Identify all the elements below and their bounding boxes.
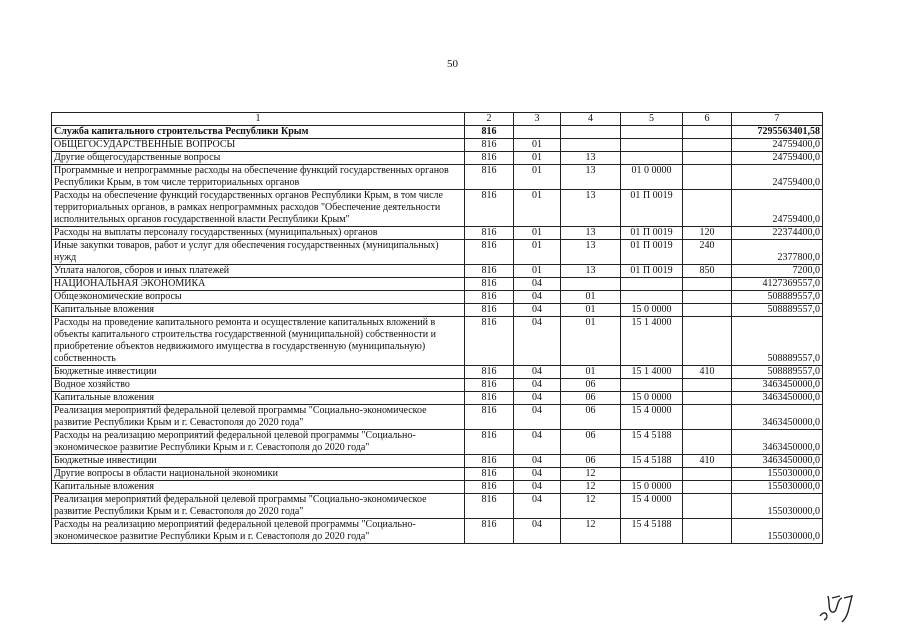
table-row: [52, 481, 823, 494]
row-c4-cell: [561, 278, 621, 291]
row-c6-cell: [683, 519, 732, 544]
table-row: [52, 366, 823, 379]
row-c5-cell: 15 1 4000: [621, 366, 683, 379]
signature: [818, 590, 858, 626]
row-c5-cell: 01 П 0019: [621, 227, 683, 240]
row-c5-cell: 15 4 0000: [621, 494, 683, 519]
row-c7-cell: 508889557,0: [732, 317, 823, 366]
table-row: [52, 126, 823, 139]
row-c4-cell: [561, 139, 621, 152]
row-c3-cell: 04: [514, 494, 561, 519]
table-row: [52, 317, 823, 366]
header-row: [52, 113, 823, 126]
row-c4-cell: 13: [561, 165, 621, 190]
table-row: [52, 392, 823, 405]
row-c6-cell: 240: [683, 240, 732, 265]
row-c7-cell: 3463450000,0: [732, 392, 823, 405]
row-c5-cell: 15 0 0000: [621, 304, 683, 317]
row-name-cell: Бюджетные инвестиции: [52, 455, 465, 468]
header-cell: 1: [52, 113, 465, 126]
row-name-cell: Капитальные вложения: [52, 304, 465, 317]
row-c6-cell: [683, 481, 732, 494]
row-c5-cell: 15 0 0000: [621, 481, 683, 494]
row-c6-cell: 410: [683, 366, 732, 379]
row-c2-cell: 816: [465, 139, 514, 152]
row-c6-cell: [683, 152, 732, 165]
row-c4-cell: 06: [561, 455, 621, 468]
row-name-cell: Расходы на обеспечение функций государственных органов Республики Крым, в том числе территориальных органов, в рамках непрограммных расходов "Обеспечение деятельности исполнительных органов государственной власти Республики Крым": [52, 190, 465, 227]
row-c6-cell: [683, 494, 732, 519]
row-c3-cell: 01: [514, 190, 561, 227]
row-name-cell: Реализация мероприятий федеральной целевой программы "Социально-экономическое развитие Республики Крым и г. Севастополя до 2020 года": [52, 405, 465, 430]
header-cell: 5: [621, 113, 683, 126]
table-row: [52, 278, 823, 291]
row-c4-cell: 12: [561, 519, 621, 544]
row-c4-cell: 01: [561, 317, 621, 366]
row-c7-cell: 7200,0: [732, 265, 823, 278]
row-c4-cell: 12: [561, 481, 621, 494]
row-c2-cell: 816: [465, 126, 514, 139]
row-c2-cell: 816: [465, 165, 514, 190]
row-c3-cell: 04: [514, 304, 561, 317]
row-c4-cell: 12: [561, 494, 621, 519]
row-c7-cell: 22374400,0: [732, 227, 823, 240]
row-c5-cell: [621, 152, 683, 165]
row-c2-cell: 816: [465, 405, 514, 430]
row-c6-cell: [683, 126, 732, 139]
row-c3-cell: 01: [514, 165, 561, 190]
table-row: [52, 494, 823, 519]
row-name-cell: Реализация мероприятий федеральной целевой программы "Социально-экономическое развитие Республики Крым и г. Севастополя до 2020 года": [52, 494, 465, 519]
row-c3-cell: 01: [514, 227, 561, 240]
row-c5-cell: 15 4 5188: [621, 430, 683, 455]
row-c3-cell: 01: [514, 139, 561, 152]
row-c4-cell: 13: [561, 265, 621, 278]
row-c4-cell: [561, 126, 621, 139]
row-c3-cell: [514, 126, 561, 139]
row-c6-cell: [683, 468, 732, 481]
row-c2-cell: 816: [465, 240, 514, 265]
row-c3-cell: 04: [514, 278, 561, 291]
row-c6-cell: [683, 430, 732, 455]
row-c5-cell: [621, 291, 683, 304]
header-cell: 6: [683, 113, 732, 126]
row-c3-cell: 04: [514, 455, 561, 468]
row-c4-cell: 13: [561, 190, 621, 227]
row-c4-cell: 01: [561, 366, 621, 379]
row-c3-cell: 04: [514, 379, 561, 392]
table-row: [52, 190, 823, 227]
row-c3-cell: 04: [514, 291, 561, 304]
row-c7-cell: 7295563401,58: [732, 126, 823, 139]
row-c7-cell: 3463450000,0: [732, 430, 823, 455]
row-c2-cell: 816: [465, 278, 514, 291]
row-c5-cell: [621, 278, 683, 291]
row-c6-cell: [683, 278, 732, 291]
row-c5-cell: [621, 139, 683, 152]
row-name-cell: Расходы на реализацию мероприятий федеральной целевой программы "Социально-экономическое развитие Республики Крым и г. Севастополя до 2020 года": [52, 430, 465, 455]
row-c3-cell: 01: [514, 152, 561, 165]
row-c7-cell: 24759400,0: [732, 139, 823, 152]
row-c5-cell: [621, 126, 683, 139]
row-c2-cell: 816: [465, 152, 514, 165]
table-row: [52, 455, 823, 468]
header-cell: 2: [465, 113, 514, 126]
row-name-cell: Другие вопросы в области национальной экономики: [52, 468, 465, 481]
row-c5-cell: 01 П 0019: [621, 240, 683, 265]
table-row: [52, 265, 823, 278]
row-c6-cell: [683, 165, 732, 190]
table-row: [52, 304, 823, 317]
row-c7-cell: 155030000,0: [732, 468, 823, 481]
table-row: [52, 152, 823, 165]
row-c4-cell: 06: [561, 405, 621, 430]
row-c5-cell: 01 П 0019: [621, 265, 683, 278]
row-c5-cell: 15 0 0000: [621, 392, 683, 405]
row-c6-cell: 410: [683, 455, 732, 468]
row-c7-cell: 3463450000,0: [732, 405, 823, 430]
row-name-cell: Капитальные вложения: [52, 392, 465, 405]
row-c2-cell: 816: [465, 227, 514, 240]
row-c6-cell: 850: [683, 265, 732, 278]
row-c2-cell: 816: [465, 468, 514, 481]
row-c3-cell: 04: [514, 392, 561, 405]
row-c2-cell: 816: [465, 366, 514, 379]
table-row: [52, 405, 823, 430]
row-c4-cell: 01: [561, 304, 621, 317]
row-c7-cell: 508889557,0: [732, 304, 823, 317]
row-c5-cell: [621, 379, 683, 392]
row-c3-cell: 01: [514, 265, 561, 278]
row-c3-cell: 04: [514, 468, 561, 481]
row-c3-cell: 04: [514, 366, 561, 379]
table-row: [52, 291, 823, 304]
row-c4-cell: 06: [561, 379, 621, 392]
row-c7-cell: 3463450000,0: [732, 455, 823, 468]
row-name-cell: Водное хозяйство: [52, 379, 465, 392]
row-c6-cell: [683, 392, 732, 405]
row-name-cell: Расходы на проведение капитального ремонта и осуществление капитальных вложений в объекты капитального строительства государственной (муниципальной) собственности и приобретение объектов недвижимого имущества в государственную (муниципальную) собственность: [52, 317, 465, 366]
row-c7-cell: 508889557,0: [732, 366, 823, 379]
row-name-cell: ОБЩЕГОСУДАРСТВЕННЫЕ ВОПРОСЫ: [52, 139, 465, 152]
row-c4-cell: 13: [561, 240, 621, 265]
row-c2-cell: 816: [465, 265, 514, 278]
row-name-cell: Иные закупки товаров, работ и услуг для обеспечения государственных (муниципальных) нужд: [52, 240, 465, 265]
row-c3-cell: 01: [514, 240, 561, 265]
row-c6-cell: [683, 304, 732, 317]
row-c5-cell: 15 4 5188: [621, 455, 683, 468]
row-name-cell: Другие общегосударственные вопросы: [52, 152, 465, 165]
row-c4-cell: 13: [561, 152, 621, 165]
row-c2-cell: 816: [465, 291, 514, 304]
row-c6-cell: [683, 291, 732, 304]
row-c6-cell: [683, 190, 732, 227]
row-c4-cell: 12: [561, 468, 621, 481]
row-c2-cell: 816: [465, 455, 514, 468]
row-c6-cell: [683, 317, 732, 366]
row-c3-cell: 04: [514, 481, 561, 494]
row-c5-cell: [621, 468, 683, 481]
row-c7-cell: 155030000,0: [732, 494, 823, 519]
row-c5-cell: 01 П 0019: [621, 190, 683, 227]
row-c4-cell: 13: [561, 227, 621, 240]
header-cell: 4: [561, 113, 621, 126]
header-cell: 3: [514, 113, 561, 126]
row-c7-cell: 24759400,0: [732, 190, 823, 227]
row-name-cell: Расходы на реализацию мероприятий федеральной целевой программы "Социально-экономическое развитие Республики Крым и г. Севастополя до 2020 года": [52, 519, 465, 544]
row-c2-cell: 816: [465, 304, 514, 317]
table-row: [52, 379, 823, 392]
row-c3-cell: 04: [514, 405, 561, 430]
row-c7-cell: 24759400,0: [732, 165, 823, 190]
row-c2-cell: 816: [465, 519, 514, 544]
row-c2-cell: 816: [465, 494, 514, 519]
row-c5-cell: 15 4 5188: [621, 519, 683, 544]
row-c7-cell: 508889557,0: [732, 291, 823, 304]
row-c2-cell: 816: [465, 430, 514, 455]
row-c7-cell: 2377800,0: [732, 240, 823, 265]
row-c6-cell: 120: [683, 227, 732, 240]
table-row: [52, 468, 823, 481]
row-c5-cell: 01 0 0000: [621, 165, 683, 190]
header-cell: 7: [732, 113, 823, 126]
table-row: [52, 430, 823, 455]
page-number: 50: [447, 58, 458, 70]
budget-table: [51, 112, 823, 544]
table-row: [52, 519, 823, 544]
row-name-cell: Программные и непрограммные расходы на обеспечение функций государственных органов Республики Крым, в том числе территориальных органов: [52, 165, 465, 190]
row-c2-cell: 816: [465, 317, 514, 366]
row-c7-cell: 3463450000,0: [732, 379, 823, 392]
row-name-cell: Расходы на выплаты персоналу государственных (муниципальных) органов: [52, 227, 465, 240]
row-c7-cell: 4127369557,0: [732, 278, 823, 291]
row-c6-cell: [683, 405, 732, 430]
row-c3-cell: 04: [514, 430, 561, 455]
row-name-cell: НАЦИОНАЛЬНАЯ ЭКОНОМИКА: [52, 278, 465, 291]
table-row: [52, 165, 823, 190]
row-c3-cell: 04: [514, 519, 561, 544]
row-c7-cell: 24759400,0: [732, 152, 823, 165]
row-c5-cell: 15 4 0000: [621, 405, 683, 430]
row-c2-cell: 816: [465, 190, 514, 227]
row-c3-cell: 04: [514, 317, 561, 366]
row-c2-cell: 816: [465, 379, 514, 392]
row-name-cell: Уплата налогов, сборов и иных платежей: [52, 265, 465, 278]
row-c6-cell: [683, 379, 732, 392]
row-c2-cell: 816: [465, 392, 514, 405]
row-name-cell: Капитальные вложения: [52, 481, 465, 494]
row-name-cell: Бюджетные инвестиции: [52, 366, 465, 379]
row-c7-cell: 155030000,0: [732, 481, 823, 494]
row-c4-cell: 06: [561, 430, 621, 455]
table-row: [52, 240, 823, 265]
row-c6-cell: [683, 139, 732, 152]
row-c7-cell: 155030000,0: [732, 519, 823, 544]
row-c4-cell: 06: [561, 392, 621, 405]
row-c4-cell: 01: [561, 291, 621, 304]
row-c5-cell: 15 1 4000: [621, 317, 683, 366]
row-c2-cell: 816: [465, 481, 514, 494]
table-row: [52, 139, 823, 152]
row-name-cell: Общеэкономические вопросы: [52, 291, 465, 304]
row-name-cell: Служба капитального строительства Республики Крым: [52, 126, 465, 139]
table-row: [52, 227, 823, 240]
